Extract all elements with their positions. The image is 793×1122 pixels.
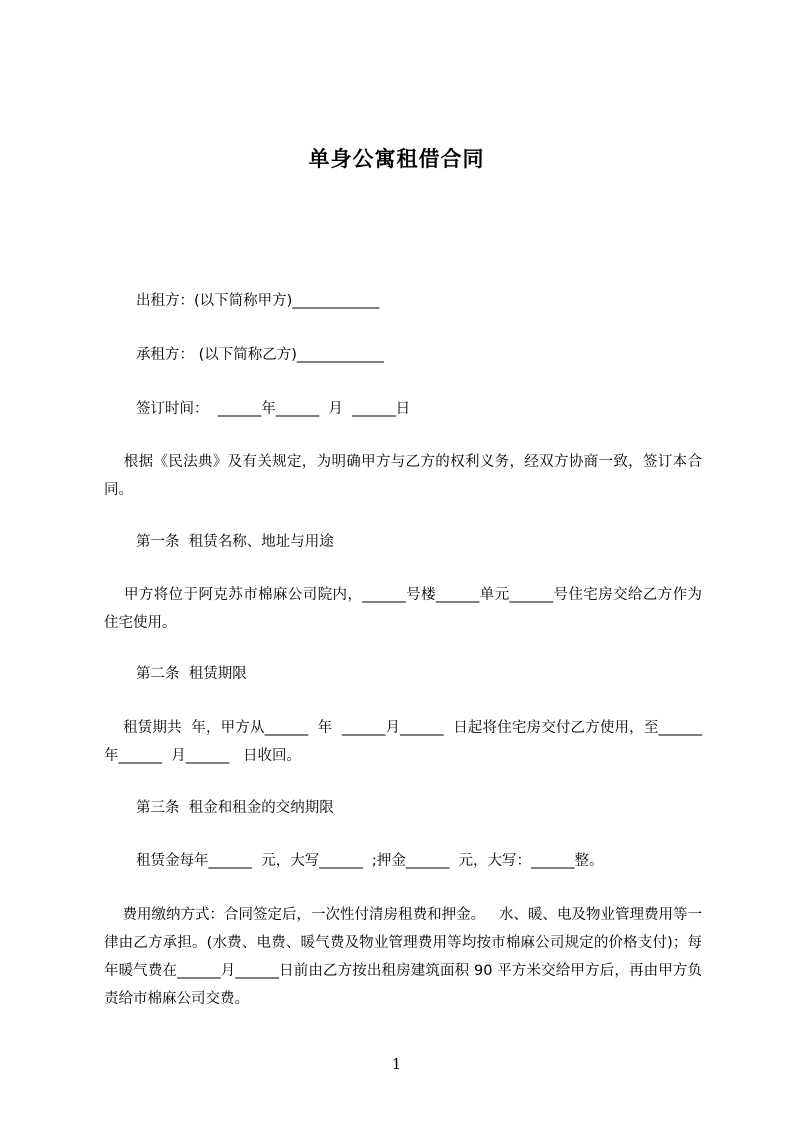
article1-heading: 第一条 租赁名称、地址与用途 (136, 534, 334, 550)
article3-payment: 费用缴纳方式：合同签定后，一次性付清房租费和押金。 水、暖、电及物业管理费用等一律由乙方承担。(水费、电费、暖气费及物业管理费用等均按市棉麻公司规定的价格支付)；每年暖气费在______月______日前由乙方按出租房建筑面积 90 平方米交给甲方后，再由甲方负责给市棉麻公司交费。 (104, 907, 703, 1007)
article2-body: 租赁期共 年，甲方从______ 年 ______月______ 日起将住宅房交付乙方使用，至______ 年______ 月______ 日收回。 (104, 720, 712, 764)
sign-date-line: 签订时间： ______年______ 月 ______日 (136, 401, 411, 417)
lessee-line: 承租方： (以下简称乙方)____________ (136, 347, 384, 363)
preamble-paragraph: 根据《民法典》及有关规定，为明确甲方与乙方的权利义务，经双方协商一致，签订本合同。 (104, 454, 703, 498)
page-number: 1 (391, 1055, 402, 1073)
contract-title: 单身公寓租借合同 (308, 147, 485, 171)
lessor-line: 出租方：(以下简称甲方)____________ (136, 293, 380, 309)
article3-heading: 第三条 租金和租金的交纳期限 (136, 800, 334, 816)
article2-heading: 第二条 租赁期限 (136, 666, 247, 682)
article3-rent: 租赁金每年______ 元，大写______ ;押金______ 元，大写：______整。 (136, 853, 604, 869)
article1-body: 甲方将位于阿克苏市棉麻公司院内，______号楼______单元______号住宅房交给乙方作为住宅使用。 (104, 587, 702, 631)
